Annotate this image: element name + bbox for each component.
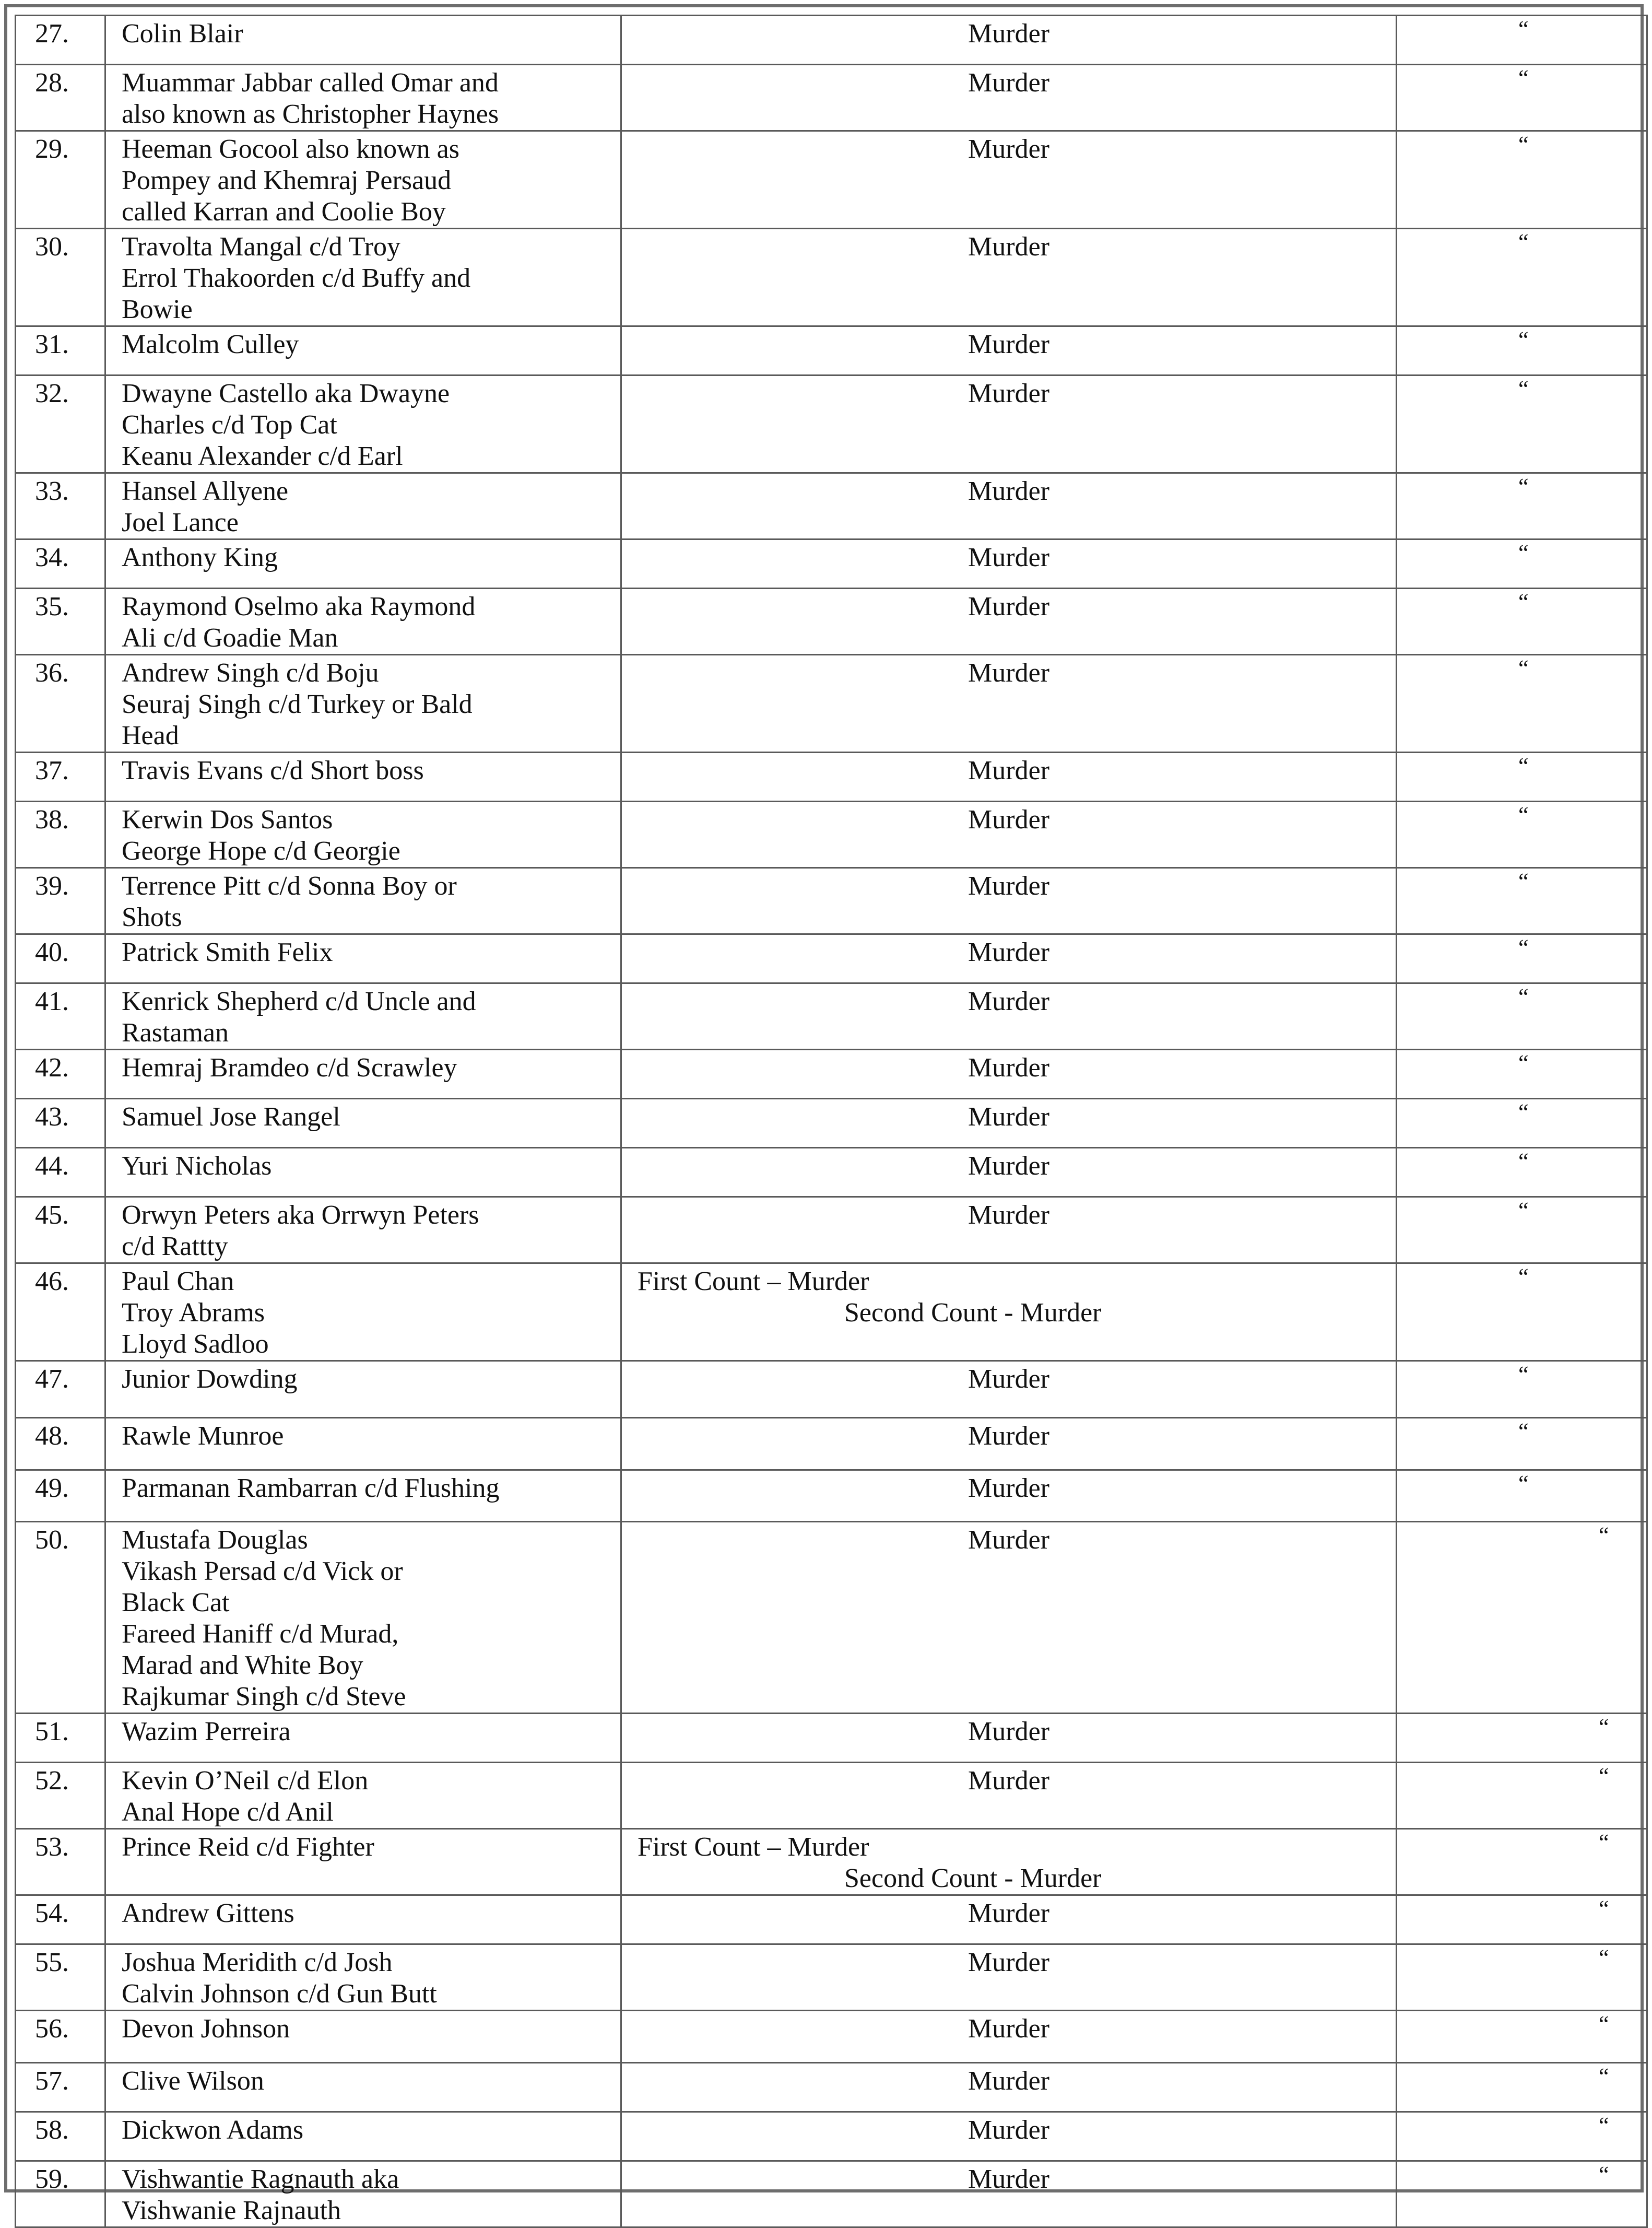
offence-label: Murder	[968, 2164, 1049, 2194]
accused-name: Rawle Munroe	[122, 1421, 284, 1451]
accused-names-cell	[105, 1944, 621, 2011]
table-row	[16, 1829, 1647, 1895]
table-row	[16, 473, 1647, 540]
accused-name: Hemraj Bramdeo c/d Scrawley	[122, 1053, 457, 1083]
accused-name: Bowie	[122, 295, 193, 324]
ditto-mark: “	[1518, 802, 1529, 828]
table-row	[16, 376, 1647, 473]
accused-names-cell	[105, 326, 621, 376]
ditto-cell	[1397, 131, 1647, 229]
row-number: 34.	[16, 540, 105, 589]
accused-name: Vikash Persad c/d Vick or	[122, 1556, 403, 1586]
accused-name: Anthony King	[122, 543, 278, 572]
ditto-mark: “	[1518, 229, 1529, 255]
offence-cell	[621, 589, 1397, 655]
row-number: 29.	[16, 131, 105, 229]
offence-label: Murder	[968, 1898, 1049, 1928]
row-number: 45.	[16, 1197, 105, 1263]
accused-name: Heeman Gocool also known as	[122, 134, 459, 164]
accused-name: Keanu Alexander c/d Earl	[122, 441, 403, 471]
accused-names-cell	[105, 1829, 621, 1895]
ditto-cell	[1397, 376, 1647, 473]
ditto-mark: “	[1518, 1148, 1529, 1174]
table-row	[16, 2063, 1647, 2112]
ditto-mark: “	[1599, 2113, 1609, 2138]
ditto-cell	[1397, 753, 1647, 802]
accused-name: Charles c/d Top Cat	[122, 410, 337, 440]
ditto-cell	[1397, 1944, 1647, 2011]
ditto-cell	[1397, 1197, 1647, 1263]
offence-cell	[621, 65, 1397, 131]
ditto-mark: “	[1599, 2011, 1609, 2037]
ditto-cell	[1397, 589, 1647, 655]
row-number: 39.	[16, 868, 105, 934]
ditto-cell	[1397, 655, 1647, 753]
accused-names-cell	[105, 473, 621, 540]
ditto-mark: “	[1518, 376, 1529, 402]
offence-label: Murder	[968, 2115, 1049, 2145]
offence-label: Murder	[968, 379, 1049, 408]
ditto-mark: “	[1518, 540, 1529, 566]
offence-label: Murder	[968, 756, 1049, 785]
accused-name: Kenrick Shepherd c/d Uncle and	[122, 987, 476, 1016]
accused-name: Terrence Pitt c/d Sonna Boy or	[122, 871, 457, 901]
row-number: 47.	[16, 1361, 105, 1418]
ditto-mark: “	[1518, 16, 1529, 42]
accused-name: Parmanan Rambarran c/d Flushing	[122, 1473, 500, 1503]
ditto-cell	[1397, 540, 1647, 589]
row-number: 27.	[16, 16, 105, 65]
table-row	[16, 1361, 1647, 1418]
offence-cell	[621, 2112, 1397, 2161]
accused-names-cell	[105, 540, 621, 589]
table-row	[16, 1763, 1647, 1829]
accused-name: Head	[122, 721, 179, 751]
accused-name: Muammar Jabbar called Omar and	[122, 68, 499, 98]
table-row	[16, 65, 1647, 131]
accused-name: also known as Christopher Haynes	[122, 99, 499, 129]
accused-name: Pompey and Khemraj Persaud	[122, 166, 452, 195]
accused-names-cell	[105, 2112, 621, 2161]
table-row	[16, 802, 1647, 868]
ditto-mark: “	[1518, 935, 1529, 960]
ditto-cell	[1397, 1522, 1647, 1714]
offence-cell	[621, 1714, 1397, 1763]
ditto-mark: “	[1599, 1522, 1609, 1548]
accused-name: Calvin Johnson c/d Gun Butt	[122, 1979, 437, 2009]
ditto-mark: “	[1518, 655, 1529, 681]
offence-cell	[621, 2161, 1397, 2227]
ditto-mark: “	[1518, 984, 1529, 1010]
ditto-cell	[1397, 1714, 1647, 1763]
offence-cell	[621, 1148, 1397, 1197]
offence-cell	[621, 1050, 1397, 1099]
table-row	[16, 1714, 1647, 1763]
ditto-cell	[1397, 1895, 1647, 1944]
offence-cell	[621, 229, 1397, 326]
accused-names-cell	[105, 2161, 621, 2227]
table-row	[16, 2011, 1647, 2063]
accused-name: Colin Blair	[122, 19, 243, 49]
table-row	[16, 229, 1647, 326]
accused-name: Orwyn Peters aka Orrwyn Peters	[122, 1200, 479, 1230]
offence-label: Murder	[968, 592, 1049, 622]
accused-names-cell	[105, 1197, 621, 1263]
offence-cell	[621, 473, 1397, 540]
second-count-label: Second Count - Murder	[844, 1863, 1102, 1893]
offence-label: Murder	[968, 1053, 1049, 1083]
offence-cell	[621, 376, 1397, 473]
row-number: 40.	[16, 934, 105, 983]
accused-name: Joshua Meridith c/d Josh	[122, 1948, 393, 1977]
accused-name: Vishwanie Rajnauth	[122, 2196, 341, 2225]
accused-name: Paul Chan	[122, 1267, 234, 1296]
row-number: 49.	[16, 1470, 105, 1522]
ditto-cell	[1397, 1050, 1647, 1099]
accused-names-cell	[105, 1470, 621, 1522]
accused-name: Vishwantie Ragnauth aka	[122, 2164, 399, 2194]
accused-name: Dwayne Castello aka Dwayne	[122, 379, 450, 408]
ditto-cell	[1397, 2011, 1647, 2063]
offence-label: Murder	[968, 1525, 1049, 1555]
ditto-mark: “	[1518, 327, 1529, 353]
accused-names-cell	[105, 753, 621, 802]
accused-name: Clive Wilson	[122, 2066, 264, 2096]
offence-label: Murder	[968, 19, 1049, 49]
offence-label: Murder	[968, 134, 1049, 164]
row-number: 55.	[16, 1944, 105, 2011]
table-row	[16, 1050, 1647, 1099]
accused-names-cell	[105, 376, 621, 473]
accused-name: Fareed Haniff c/d Murad,	[122, 1619, 399, 1649]
offence-cell	[621, 1418, 1397, 1470]
accused-name: Malcolm Culley	[122, 330, 299, 359]
ditto-cell	[1397, 1763, 1647, 1829]
offence-cell	[621, 16, 1397, 65]
accused-name: Yuri Nicholas	[122, 1151, 272, 1181]
row-number: 57.	[16, 2063, 105, 2112]
offence-cell	[621, 868, 1397, 934]
offence-cell	[621, 1099, 1397, 1148]
offence-label: Murder	[968, 1200, 1049, 1230]
ditto-mark: “	[1599, 1945, 1609, 1971]
row-number: 44.	[16, 1148, 105, 1197]
ditto-cell	[1397, 2112, 1647, 2161]
row-number: 42.	[16, 1050, 105, 1099]
accused-name: called Karran and Coolie Boy	[122, 197, 446, 227]
accused-name: Prince Reid c/d Fighter	[122, 1832, 374, 1862]
offence-label: Murder	[968, 2014, 1049, 2044]
accused-names-cell	[105, 1714, 621, 1763]
row-number: 48.	[16, 1418, 105, 1470]
table-row	[16, 540, 1647, 589]
offence-cell	[621, 1470, 1397, 1522]
offence-label: Murder	[968, 987, 1049, 1016]
offence-cell	[621, 1197, 1397, 1263]
accused-name: Patrick Smith Felix	[122, 937, 333, 967]
accused-names-cell	[105, 868, 621, 934]
row-number: 30.	[16, 229, 105, 326]
table-row	[16, 589, 1647, 655]
ditto-mark: “	[1518, 1471, 1529, 1496]
accused-name: Raymond Oselmo aka Raymond	[122, 592, 476, 622]
offence-label: Murder	[968, 232, 1049, 262]
accused-name: Rajkumar Singh c/d Steve	[122, 1682, 406, 1711]
accused-name: Black Cat	[122, 1588, 230, 1617]
accused-names-cell	[105, 131, 621, 229]
ditto-cell	[1397, 1470, 1647, 1522]
table-row	[16, 1522, 1647, 1714]
row-number: 41.	[16, 983, 105, 1050]
offence-cell	[621, 983, 1397, 1050]
row-number: 32.	[16, 376, 105, 473]
accused-names-cell	[105, 934, 621, 983]
offence-label: Murder	[968, 330, 1049, 359]
ditto-mark: “	[1518, 869, 1529, 894]
accused-names-cell	[105, 2063, 621, 2112]
accused-names-cell	[105, 1522, 621, 1714]
offence-cell	[621, 1263, 1397, 1361]
row-number: 56.	[16, 2011, 105, 2063]
offence-cell	[621, 2011, 1397, 2063]
accused-name: Anal Hope c/d Anil	[122, 1797, 334, 1827]
ditto-mark: “	[1518, 474, 1529, 499]
ditto-mark: “	[1518, 65, 1529, 91]
ditto-cell	[1397, 868, 1647, 934]
row-number: 53.	[16, 1829, 105, 1895]
ditto-cell	[1397, 1418, 1647, 1470]
table-row	[16, 753, 1647, 802]
accused-names-cell	[105, 983, 621, 1050]
offence-label: Murder	[968, 543, 1049, 572]
accused-names-cell	[105, 1763, 621, 1829]
row-number: 31.	[16, 326, 105, 376]
offence-cell	[621, 540, 1397, 589]
accused-name: Shots	[122, 902, 182, 932]
offence-label: Murder	[968, 1151, 1049, 1181]
ditto-mark: “	[1518, 1198, 1529, 1223]
accused-name: Andrew Singh c/d Boju	[122, 658, 379, 688]
accused-name: Seuraj Singh c/d Turkey or Bald	[122, 689, 473, 719]
table-row	[16, 655, 1647, 753]
table-row	[16, 326, 1647, 376]
accused-name: Travis Evans c/d Short boss	[122, 756, 424, 785]
accused-name: Travolta Mangal c/d Troy	[122, 232, 400, 262]
accused-name: Troy Abrams	[122, 1298, 265, 1328]
row-number: 28.	[16, 65, 105, 131]
ditto-mark: “	[1518, 589, 1529, 615]
row-number: 38.	[16, 802, 105, 868]
offence-label: Murder	[968, 1421, 1049, 1451]
offence-cell	[621, 2063, 1397, 2112]
offence-cell	[621, 1763, 1397, 1829]
offence-label: Murder	[968, 2066, 1049, 2096]
accused-name: c/d Rattty	[122, 1232, 228, 1261]
row-number: 36.	[16, 655, 105, 753]
table-row	[16, 16, 1647, 65]
offence-cell	[621, 1361, 1397, 1418]
case-list-table	[15, 15, 1648, 2228]
accused-names-cell	[105, 1263, 621, 1361]
accused-name: Andrew Gittens	[122, 1898, 294, 1928]
row-number: 35.	[16, 589, 105, 655]
table-row	[16, 1418, 1647, 1470]
table-row	[16, 2112, 1647, 2161]
table-row	[16, 1944, 1647, 2011]
ditto-mark: “	[1599, 1763, 1609, 1789]
accused-name: Devon Johnson	[122, 2014, 290, 2044]
accused-name: Ali c/d Goadie Man	[122, 623, 338, 653]
ditto-cell	[1397, 65, 1647, 131]
accused-names-cell	[105, 2011, 621, 2063]
offence-label: Murder	[968, 937, 1049, 967]
table-row	[16, 131, 1647, 229]
ditto-cell	[1397, 1829, 1647, 1895]
accused-names-cell	[105, 802, 621, 868]
ditto-cell	[1397, 326, 1647, 376]
accused-name: Kerwin Dos Santos	[122, 805, 333, 835]
table-row	[16, 868, 1647, 934]
table-row	[16, 934, 1647, 983]
table-row	[16, 1099, 1647, 1148]
offence-cell	[621, 802, 1397, 868]
offence-label: Murder	[968, 476, 1049, 506]
accused-names-cell	[105, 65, 621, 131]
accused-names-cell	[105, 589, 621, 655]
second-count-label: Second Count - Murder	[844, 1298, 1102, 1328]
accused-name: Mustafa Douglas	[122, 1525, 308, 1555]
ditto-mark: “	[1518, 1418, 1529, 1444]
offence-cell	[621, 934, 1397, 983]
offence-cell	[621, 1895, 1397, 1944]
accused-names-cell	[105, 229, 621, 326]
ditto-mark: “	[1518, 132, 1529, 157]
ditto-mark: “	[1518, 1362, 1529, 1387]
offence-cell	[621, 1944, 1397, 2011]
ditto-mark: “	[1599, 2162, 1609, 2187]
offence-label: Murder	[968, 805, 1049, 835]
offence-cell	[621, 1829, 1397, 1895]
row-number: 33.	[16, 473, 105, 540]
table-row	[16, 983, 1647, 1050]
accused-name: Hansel Allyene	[122, 476, 289, 506]
ditto-cell	[1397, 473, 1647, 540]
accused-name: Wazim Perreira	[122, 1717, 291, 1746]
ditto-mark: “	[1518, 753, 1529, 779]
offence-label: Murder	[968, 1948, 1049, 1977]
accused-name: Junior Dowding	[122, 1364, 298, 1394]
ditto-mark: “	[1518, 1099, 1529, 1125]
accused-name: George Hope c/d Georgie	[122, 836, 400, 866]
ditto-cell	[1397, 1361, 1647, 1418]
offence-label: Murder	[968, 871, 1049, 901]
row-number: 43.	[16, 1099, 105, 1148]
offence-label: Murder	[968, 68, 1049, 98]
accused-names-cell	[105, 16, 621, 65]
accused-name: Samuel Jose Rangel	[122, 1102, 340, 1132]
offence-label: Murder	[968, 658, 1049, 688]
accused-names-cell	[105, 1148, 621, 1197]
accused-name: Dickwon Adams	[122, 2115, 304, 2145]
table-row	[16, 2161, 1647, 2227]
accused-names-cell	[105, 1050, 621, 1099]
accused-names-cell	[105, 1418, 621, 1470]
accused-name: Lloyd Sadloo	[122, 1329, 269, 1359]
ditto-cell	[1397, 229, 1647, 326]
row-number: 46.	[16, 1263, 105, 1361]
ditto-mark: “	[1518, 1050, 1529, 1076]
ditto-mark: “	[1518, 1264, 1529, 1289]
offence-label: Murder	[968, 1473, 1049, 1503]
accused-names-cell	[105, 1361, 621, 1418]
ditto-cell	[1397, 2063, 1647, 2112]
table-row	[16, 1148, 1647, 1197]
offence-cell	[621, 753, 1397, 802]
ditto-mark: “	[1599, 2063, 1609, 2089]
ditto-cell	[1397, 802, 1647, 868]
accused-names-cell	[105, 1895, 621, 1944]
ditto-cell	[1397, 983, 1647, 1050]
accused-name: Rastaman	[122, 1018, 229, 1048]
accused-name: Kevin O’Neil c/d Elon	[122, 1766, 369, 1796]
table-row	[16, 1470, 1647, 1522]
offence-cell	[621, 326, 1397, 376]
accused-name: Joel Lance	[122, 508, 239, 537]
row-number: 58.	[16, 2112, 105, 2161]
ditto-cell	[1397, 1263, 1647, 1361]
table-row	[16, 1895, 1647, 1944]
ditto-cell	[1397, 2161, 1647, 2227]
ditto-mark: “	[1599, 1896, 1609, 1921]
offence-label: Murder	[968, 1766, 1049, 1796]
ditto-cell	[1397, 1148, 1647, 1197]
first-count-label: First Count – Murder	[638, 1267, 869, 1296]
row-number: 59.	[16, 2161, 105, 2227]
ditto-mark: “	[1599, 1830, 1609, 1855]
first-count-label: First Count – Murder	[638, 1832, 869, 1862]
row-number: 37.	[16, 753, 105, 802]
offence-cell	[621, 131, 1397, 229]
offence-cell	[621, 655, 1397, 753]
row-number: 51.	[16, 1714, 105, 1763]
offence-label: Murder	[968, 1102, 1049, 1132]
ditto-cell	[1397, 934, 1647, 983]
case-list-body	[16, 16, 1647, 2227]
table-row	[16, 1197, 1647, 1263]
accused-names-cell	[105, 1099, 621, 1148]
accused-names-cell	[105, 655, 621, 753]
ditto-cell	[1397, 16, 1647, 65]
accused-name: Marad and White Boy	[122, 1650, 363, 1680]
table-row	[16, 1263, 1647, 1361]
row-number: 54.	[16, 1895, 105, 1944]
offence-cell	[621, 1522, 1397, 1714]
offence-label: Murder	[968, 1717, 1049, 1746]
ditto-cell	[1397, 1099, 1647, 1148]
accused-name: Errol Thakoorden c/d Buffy and	[122, 263, 471, 293]
row-number: 52.	[16, 1763, 105, 1829]
offence-label: Murder	[968, 1364, 1049, 1394]
ditto-mark: “	[1599, 1714, 1609, 1740]
row-number: 50.	[16, 1522, 105, 1714]
